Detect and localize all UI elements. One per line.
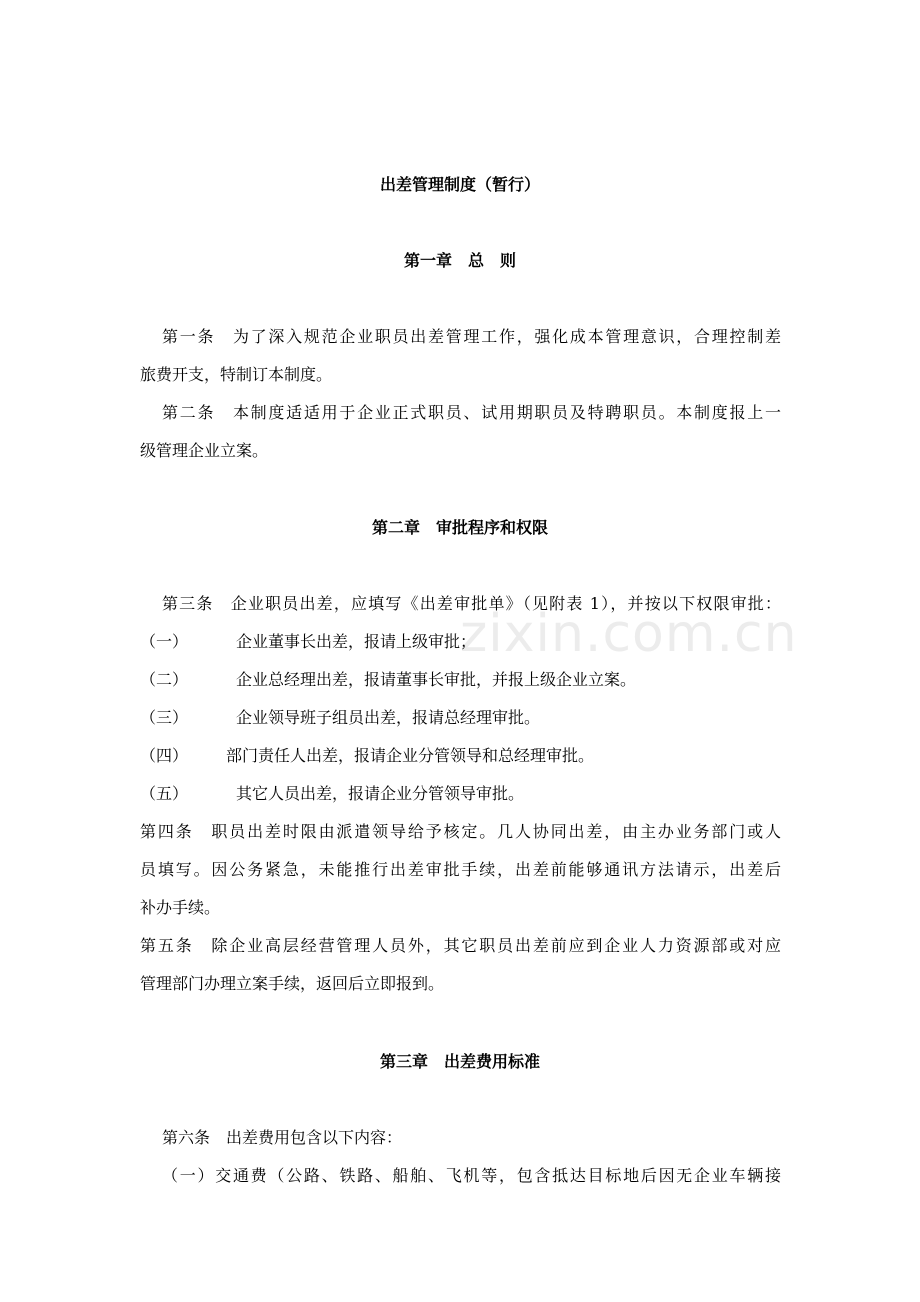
article-2-line-2: 级管理企业立案。: [140, 441, 269, 460]
article-1-line-2: 旅费开支，特制订本制度。: [140, 365, 333, 384]
approval-item-text: 其它人员出差，报请企业分管领导审批。: [236, 784, 525, 803]
approval-item-number: （二）: [140, 670, 189, 689]
article-4-line-1: 第四条 职员出差时限由派遣领导给予核定。几人协同出差，由主办业务部门或人: [140, 822, 781, 841]
approval-item-text: 企业董事长出差，报请上级审批；: [236, 632, 477, 651]
chapter-3-heading: 第三章 出差费用标准: [379, 1052, 540, 1071]
approval-item-number: （一）: [140, 632, 189, 651]
article-5-line-1: 第五条 除企业高层经营管理人员外，其它职员出差前应到企业人力资源部或对应: [140, 936, 781, 955]
article-1-line-1: 第一条 为了深入规范企业职员出差管理工作，强化成本管理意识，合理控制差: [162, 327, 781, 346]
document-title: 出差管理制度（暂行）: [379, 175, 540, 194]
approval-item-text: 企业领导班子组员出差，报请总经理审批。: [236, 708, 541, 727]
approval-item-text: 企业总经理出差，报请董事长审批，并报上级企业立案。: [236, 670, 637, 689]
approval-item: [140, 670, 636, 690]
approval-item: [140, 746, 594, 766]
approval-item-number: （三）: [140, 708, 189, 727]
watermark: zixin.com.cn: [460, 604, 798, 664]
approval-item: [140, 632, 476, 652]
approval-item-number: （五）: [140, 784, 189, 803]
article-3: 第三条 企业职员出差，应填写《出差审批单》（见附表 1），并按以下权限审批：: [162, 594, 781, 613]
article-4-line-3: 补办手续。: [140, 898, 221, 917]
article-6: 第六条 出差费用包含以下内容：: [162, 1128, 403, 1147]
article-2-line-1: 第二条 本制度适适用于企业正式职员、试用期职员及特聘职员。本制度报上一: [162, 403, 781, 422]
article-5-line-2: 管理部门办理立案手续，返回后立即报到。: [140, 974, 445, 993]
approval-item-text: 部门责任人出差，报请企业分管领导和总经理审批。: [226, 746, 595, 765]
chapter-1-heading: 第一章 总 则: [403, 251, 516, 270]
approval-item-number: （四）: [140, 746, 189, 765]
approval-item: [140, 708, 540, 728]
article-4-line-2: 员填写。因公务紧急，未能推行出差审批手续，出差前能够通讯方法请示，出差后: [140, 860, 781, 879]
chapter-2-heading: 第二章 审批程序和权限: [371, 518, 548, 537]
article-6-item-1: （一）交通费（公路、铁路、船舶、飞机等，包含抵达目标地后因无企业车辆接: [162, 1166, 781, 1185]
approval-item: [140, 784, 524, 804]
